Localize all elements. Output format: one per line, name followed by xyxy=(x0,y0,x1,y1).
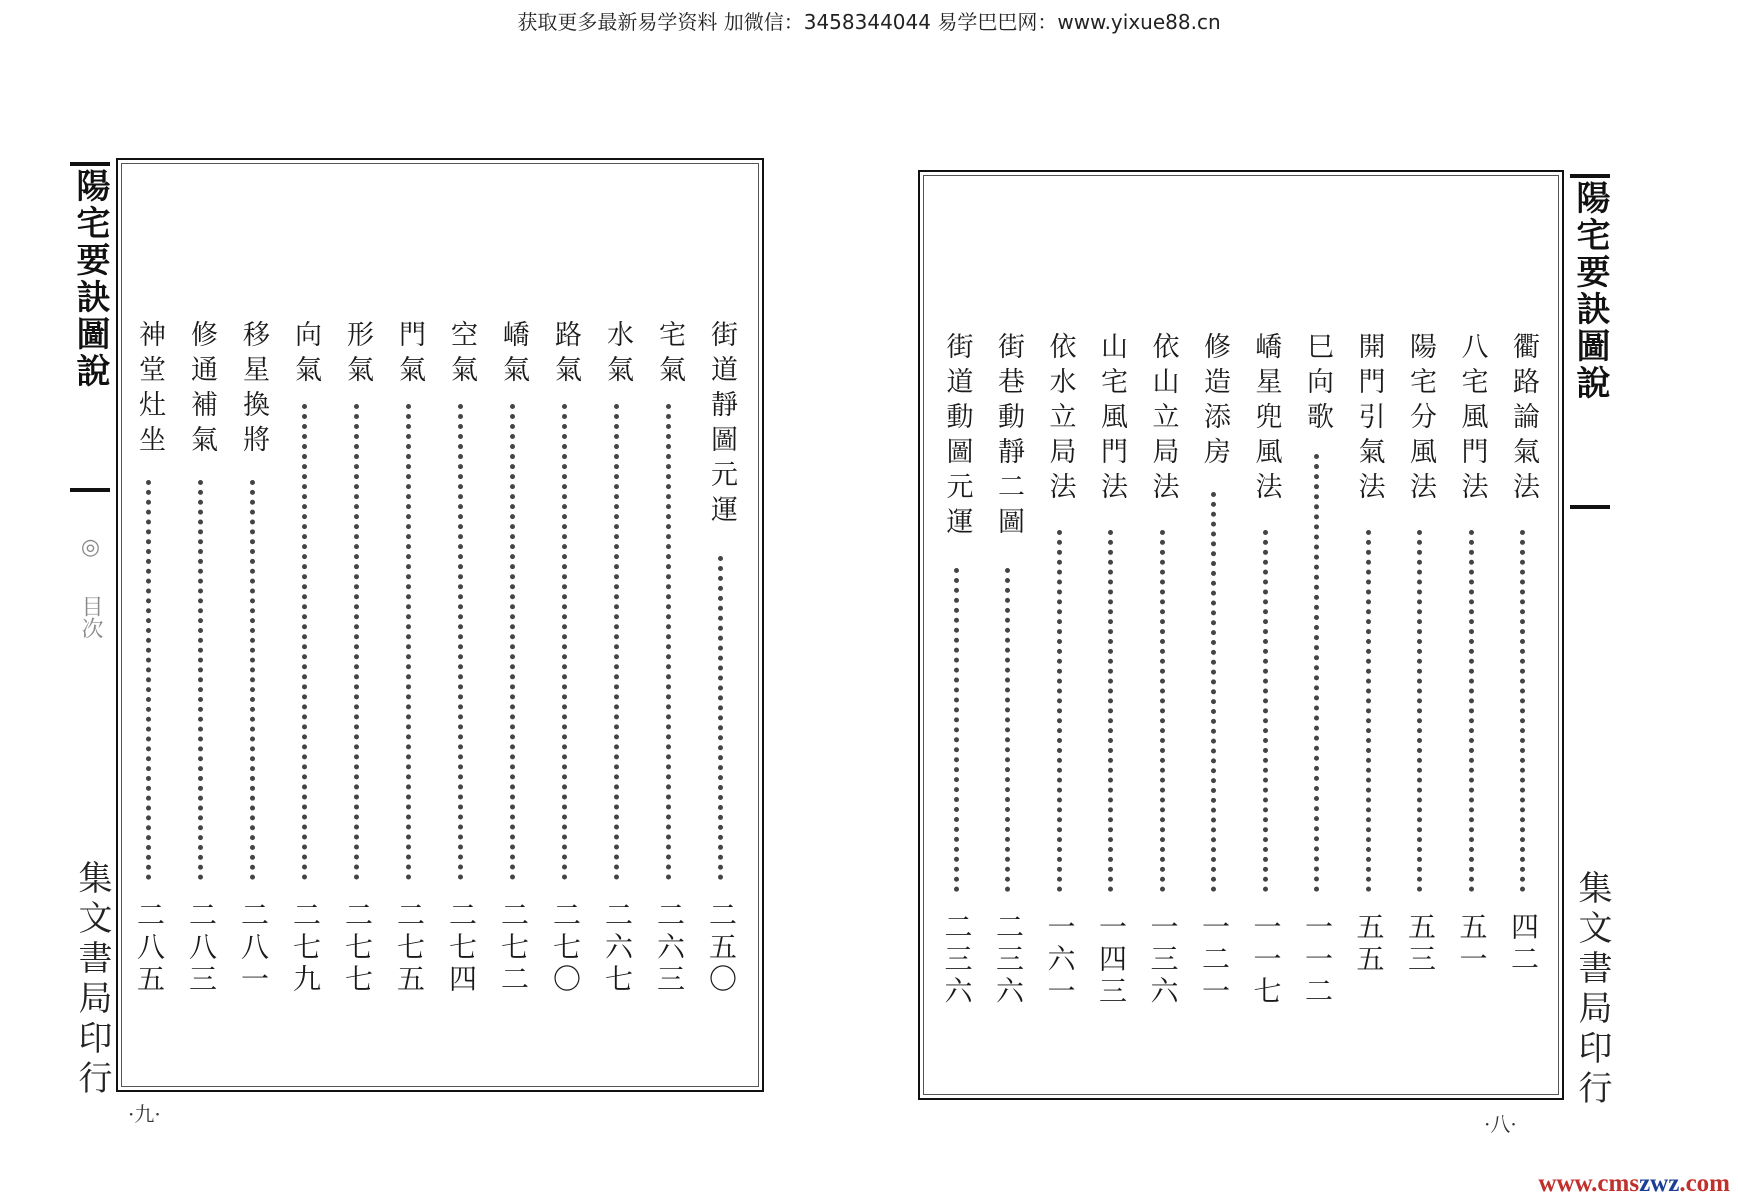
toc-entry-title: 依水立局法 xyxy=(1044,332,1076,507)
toc-leader-dots xyxy=(954,568,989,892)
toc-entry-page: 二七二 xyxy=(497,900,530,996)
toc-entry-page: 五一 xyxy=(1455,912,1489,976)
toc-leader-dots xyxy=(1057,530,1092,892)
toc-entry xyxy=(1404,332,1437,976)
watermark-suffix: .com xyxy=(1679,1170,1730,1197)
right-publisher: 集文書局印行 xyxy=(1572,870,1612,1110)
toc-leader-dots xyxy=(1417,530,1452,892)
toc-leader-dots xyxy=(1366,530,1401,892)
toc-entry xyxy=(992,332,1025,1008)
toc-entry-title: 街道靜圖元運 xyxy=(706,320,737,530)
toc-entry-title: 路氣 xyxy=(550,320,581,390)
toc-entry-title: 宅氣 xyxy=(654,320,685,390)
toc-entry-title: 巳向歌 xyxy=(1302,332,1333,437)
watermark-prefix: www.cms xyxy=(1538,1170,1640,1197)
toc-leader-dots xyxy=(250,480,285,880)
toc-entry-title: 修造添房 xyxy=(1199,332,1230,472)
side-title-rule-bottom xyxy=(1570,505,1610,509)
toc-leader-dots xyxy=(614,404,649,880)
toc-entry xyxy=(1507,332,1540,976)
side-title-rule-bottom xyxy=(70,488,110,492)
side-title-rule-top xyxy=(1570,174,1610,178)
toc-entry xyxy=(601,320,634,996)
toc-entry xyxy=(133,320,166,996)
toc-entry xyxy=(653,320,686,996)
left-folio: ·九· xyxy=(128,1102,161,1126)
toc-entry-page: 一二一 xyxy=(1198,912,1231,1008)
toc-leader-dots xyxy=(1211,492,1246,892)
section-label: 目次 xyxy=(78,595,103,639)
toc-entry-page: 二三六 xyxy=(992,912,1025,1008)
watermark-domain: zwz xyxy=(1639,1170,1680,1197)
toc-entry-title: 嶠星兜風法 xyxy=(1250,332,1282,507)
toc-entry-page: 四二 xyxy=(1507,912,1540,976)
top-banner: 获取更多最新易学资料 加微信：3458344044 易学巴巴网：www.yixue88.cn xyxy=(517,10,1221,34)
toc-leader-dots xyxy=(1005,568,1040,892)
left-toc-frame xyxy=(116,158,764,1092)
left-publisher: 集文書局印行 xyxy=(72,860,112,1100)
toc-leader-dots xyxy=(198,480,233,880)
toc-leader-dots xyxy=(406,404,441,880)
toc-entry xyxy=(1301,332,1334,1008)
toc-leader-dots xyxy=(718,556,753,880)
toc-entry-page: 二七四 xyxy=(445,900,478,996)
toc-leader-dots xyxy=(302,404,337,880)
right-side-title: 陽宅要訣圖說 xyxy=(1570,180,1610,402)
toc-entry-title: 衢路論氣法 xyxy=(1508,332,1539,507)
toc-entry xyxy=(1249,332,1283,1008)
toc-entry-title: 陽宅分風法 xyxy=(1405,332,1436,507)
toc-entry-page: 二六三 xyxy=(653,900,686,996)
toc-entry-page: 二七九 xyxy=(289,900,322,996)
toc-entry xyxy=(341,320,374,996)
toc-leader-dots xyxy=(1108,530,1143,892)
toc-entry-title: 山宅風門法 xyxy=(1096,332,1127,507)
toc-entry-page: 二五〇 xyxy=(705,900,738,996)
toc-entry-page: 五五 xyxy=(1352,912,1386,976)
toc-entry-title: 門氣 xyxy=(394,320,425,390)
toc-entry-title: 形氣 xyxy=(342,320,373,390)
toc-entry-page: 二七五 xyxy=(393,900,426,996)
toc-entry-page: 一六一 xyxy=(1043,912,1077,1008)
toc-entry xyxy=(1146,332,1180,1008)
toc-entry xyxy=(393,320,426,996)
toc-entry-title: 八宅風門法 xyxy=(1456,332,1488,507)
toc-entry-title: 空氣 xyxy=(446,320,477,390)
toc-entry xyxy=(289,320,322,996)
toc-leader-dots xyxy=(354,404,389,880)
toc-entry-title: 水氣 xyxy=(602,320,633,390)
toc-leader-dots xyxy=(1469,530,1504,892)
toc-entry-page: 二三六 xyxy=(940,912,974,1008)
toc-leader-dots xyxy=(458,404,493,880)
toc-entry xyxy=(940,332,974,1008)
toc-leader-dots xyxy=(1160,530,1195,892)
toc-entry-title: 開門引氣法 xyxy=(1353,332,1385,507)
toc-leader-dots xyxy=(510,404,545,880)
toc-entry xyxy=(1352,332,1386,976)
toc-entry xyxy=(185,320,218,996)
toc-entry-title: 神堂灶坐 xyxy=(134,320,165,460)
toc-entry-page: 二七七 xyxy=(341,900,374,996)
toc-entry-title: 街道動圖元運 xyxy=(941,332,973,542)
toc-entry xyxy=(237,320,270,996)
toc-leader-dots xyxy=(146,480,181,880)
toc-entry-title: 移星換將 xyxy=(238,320,269,460)
toc-leader-dots xyxy=(666,404,701,880)
left-side-title: 陽宅要訣圖說 xyxy=(70,168,110,390)
toc-entry xyxy=(1198,332,1231,1008)
toc-leader-dots xyxy=(1263,530,1298,892)
toc-leader-dots xyxy=(1520,530,1555,892)
toc-entry xyxy=(445,320,478,996)
toc-entry-page: 二七〇 xyxy=(549,900,582,996)
watermark xyxy=(1538,1170,1730,1198)
toc-entry xyxy=(705,320,738,996)
toc-entry-page: 二八一 xyxy=(237,900,270,996)
toc-entry xyxy=(1095,332,1128,1008)
toc-entry-page: 一一二 xyxy=(1301,912,1334,1008)
toc-entry xyxy=(1043,332,1077,1008)
toc-entry-page: 一三六 xyxy=(1146,912,1180,1008)
toc-entry-page: 二八三 xyxy=(185,900,218,996)
toc-entry-title: 依山立局法 xyxy=(1147,332,1179,507)
section-mark: ◎ xyxy=(78,535,103,560)
toc-entry-title: 嶠氣 xyxy=(498,320,529,390)
right-toc-frame xyxy=(918,170,1564,1100)
toc-entry xyxy=(549,320,582,996)
right-folio: ·八· xyxy=(1484,1112,1517,1136)
toc-entry xyxy=(1455,332,1489,976)
side-title-rule-top xyxy=(70,162,110,166)
toc-entry-page: 二六七 xyxy=(601,900,634,996)
toc-entry-page: 二八五 xyxy=(133,900,166,996)
toc-leader-dots xyxy=(562,404,597,880)
toc-entry-title: 街巷動靜二圖 xyxy=(993,332,1024,542)
toc-entry-page: 一一七 xyxy=(1249,912,1283,1008)
toc-leader-dots xyxy=(1314,454,1349,892)
toc-entry-page: 五三 xyxy=(1404,912,1437,976)
toc-entry-title: 修通補氣 xyxy=(186,320,217,460)
toc-entry-page: 一四三 xyxy=(1095,912,1128,1008)
toc-entry-title: 向氣 xyxy=(290,320,321,390)
toc-entry xyxy=(497,320,530,996)
